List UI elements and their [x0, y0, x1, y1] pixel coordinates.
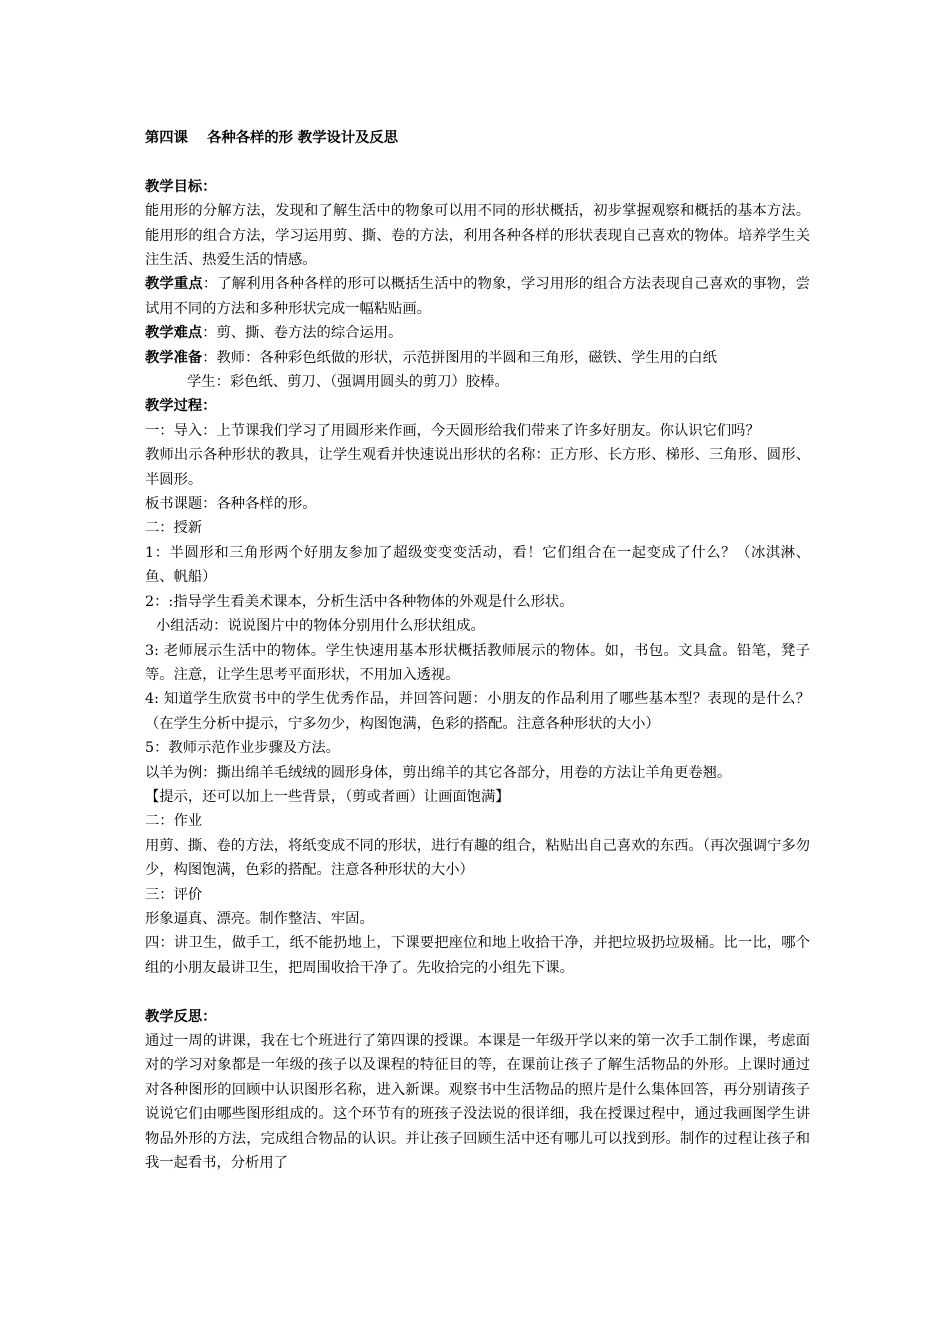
objectives-heading: 教学目标：	[145, 178, 217, 195]
difficulty-text: ：剪、撕、卷方法的综合运用。	[202, 325, 403, 342]
difficulty	[145, 321, 810, 345]
preparation	[145, 346, 810, 370]
reflection-text: 通过一周的讲课，我在七个班进行了第四课的授课。本课是一年级开学以来的第一次手工制作课，考虑面对的学习对象都是一年级的孩子以及课程的特征目的等，在课前让孩子了解生活物品的外形。上课时通过对各种图形的回顾中认识图形名称，进入新课。观察书中生活物品的照片是什么集体回答，再分别请孩子说说它们由哪些图形组成的。这个环节有的班孩子没法说的很详细，我在授课过程中，通过我画图学生讲物品外形的方法，完成组合物品的认识。并让孩子回顾生活中还有哪儿可以找到形。制作的过程让孩子和我一起看书，分析用了	[145, 1032, 810, 1172]
reflection-heading: 教学反思：	[145, 1008, 217, 1025]
difficulty-label: 教学难点	[145, 325, 203, 342]
process-line: 四：讲卫生，做手工，纸不能扔地上，下课要把座位和地上收拾干净，并把垃圾扔垃圾桶。比一比，哪个组的小朋友最讲卫生，把周围收拾干净了。先收拾完的小组先下课。	[145, 935, 810, 976]
process-line: 5：教师示范作业步骤及方法。	[145, 740, 340, 757]
process-line: 【提示，还可以加上一些背景，（剪或者画）让画面饱满】	[145, 788, 510, 805]
preparation-label: 教学准备	[145, 349, 203, 366]
process-line: 二：作业	[145, 813, 203, 830]
process-line: 一：导入：上节课我们学习了用圆形来作画，今天圆形给我们带来了许多好朋友。你认识它们吗？	[145, 422, 760, 439]
process-line: 1：半圆形和三角形两个好朋友参加了超级变变变活动，看！它们组合在一起变成了什么？（冰淇淋、鱼、帆船）	[145, 544, 810, 586]
key-points-text: ：了解利用各种各样的形可以概括生活中的物象，学习用形的组合方法表现自己喜欢的事物，尝试用不同的方法和多种形状完成一幅粘贴画。	[145, 276, 810, 317]
document-title: 第四课 各种各样的形 教学设计及反思	[145, 130, 398, 146]
preparation-student: 学生：彩色纸、剪刀、（强调用圆头的剪刀）胶棒。	[187, 374, 509, 391]
spacer	[145, 980, 810, 1004]
process-line: 教师出示各种形状的教具，让学生观看并快速说出形状的名称：正方形、长方形、梯形、三角形、圆形、半圆形。	[145, 447, 810, 488]
document-page	[145, 126, 810, 1175]
process-line: 4: 知道学生欣赏书中的学生优秀作品，并回答问题：小朋友的作品利用了哪些基本型？表现的是什么？（在学生分析中提示，宁多勿少，构图饱满，色彩的搭配。注意各种形状的大小）	[145, 691, 810, 732]
process-line: 三：评价	[145, 886, 203, 903]
objectives-text: 能用形的分解方法，发现和了解生活中的物象可以用不同的形状概括，初步掌握观察和概括的基本方法。能用形的组合方法，学习运用剪、撕、卷的方法，利用各种各样的形状表现自己喜欢的物体。培养学生关注生活、热爱生活的情感。	[145, 203, 810, 268]
process-line: 形象逼真、漂亮。制作整洁、牢固。	[145, 910, 374, 927]
process-line: 用剪、撕、卷的方法，将纸变成不同的形状，进行有趣的组合，粘贴出自己喜欢的东西。（再次强调宁多勿少，构图饱满，色彩的搭配。注意各种形状的大小）	[145, 837, 810, 879]
spacer	[145, 150, 810, 174]
key-points-label: 教学重点	[145, 276, 203, 293]
process-line: 板书课题：各种各样的形。	[145, 496, 317, 513]
process-line: 2：:指导学生看美术课本，分析生活中各种物体的外观是什么形状。	[145, 593, 574, 610]
process-line: 3: 老师展示生活中的物体。学生快速用基本形状概括教师展示的物体。如，书包。文具盒。铅笔，凳子等。注意，让学生思考平面形状，不用加入透视。	[145, 642, 810, 683]
key-points	[145, 272, 810, 321]
process-heading: 教学过程：	[145, 398, 217, 415]
process-line: 二：授新	[145, 520, 203, 537]
process-line: 以羊为例：撕出绵羊毛绒绒的圆形身体，剪出绵羊的其它各部分，用卷的方法让羊角更卷翘。	[145, 764, 732, 781]
group-activity: 小组活动：说说图片中的物体分别用什么形状组成。	[156, 618, 485, 635]
preparation-text: ：教师：各种彩色纸做的形状，示范拼图用的半圆和三角形，磁铁、学生用的白纸	[202, 349, 717, 366]
